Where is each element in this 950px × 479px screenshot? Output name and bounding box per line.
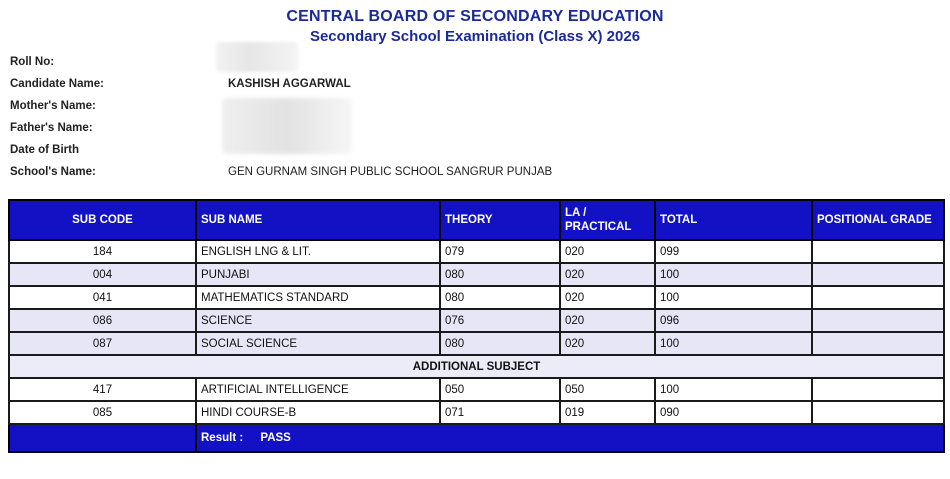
grade-cell [812,309,944,332]
result-row [9,424,944,452]
col-header-practical-line2: PRACTICAL [565,221,632,233]
grade-cell [812,286,944,309]
theory-cell: 079 [440,240,560,263]
grade-cell [812,240,944,263]
total-cell: 099 [655,240,812,263]
grade-cell [812,332,944,355]
theory-cell: 080 [440,332,560,355]
marks-table [8,199,945,453]
sub-name-cell: HINDI COURSE-B [196,401,440,424]
sub-name-cell: ARTIFICIAL INTELLIGENCE [196,378,440,401]
table-row [9,401,944,424]
table-row [9,332,944,355]
sub-code-cell: 085 [9,401,196,424]
candidate-name-label: Candidate Name: [10,78,104,90]
page-header [0,7,950,47]
table-row [9,263,944,286]
theory-cell: 050 [440,378,560,401]
col-header-sub-name: SUB NAME [196,200,440,240]
total-cell: 100 [655,378,812,401]
sub-code-cell: 086 [9,309,196,332]
sub-name-cell: ENGLISH LNG & LIT. [196,240,440,263]
sub-name-cell: SCIENCE [196,309,440,332]
dob-label: Date of Birth [10,144,79,156]
table-row [9,378,944,401]
result-cell [196,424,944,452]
total-cell: 100 [655,332,812,355]
sub-code-cell: 184 [9,240,196,263]
col-header-theory: THEORY [440,200,560,240]
col-header-sub-code: SUB CODE [9,200,196,240]
practical-cell: 020 [560,309,655,332]
sub-code-cell: 004 [9,263,196,286]
table-header-row [9,200,944,240]
sub-name-cell: SOCIAL SCIENCE [196,332,440,355]
practical-cell: 020 [560,332,655,355]
sub-name-cell: MATHEMATICS STANDARD [196,286,440,309]
total-cell: 100 [655,263,812,286]
sub-code-cell: 041 [9,286,196,309]
practical-cell: 020 [560,263,655,286]
total-cell: 096 [655,309,812,332]
roll-no-label: Roll No: [10,56,55,68]
theory-cell: 080 [440,286,560,309]
sub-code-cell: 087 [9,332,196,355]
table-row [9,240,944,263]
practical-cell: 020 [560,286,655,309]
school-label: School's Name: [10,166,96,178]
practical-cell: 019 [560,401,655,424]
mother-name-label: Mother's Name: [10,100,96,112]
table-row [9,309,944,332]
exam-title: Secondary School Examination (Class X) 2026 [309,28,641,45]
col-header-total: TOTAL [655,200,812,240]
board-title: CENTRAL BOARD OF SECONDARY EDUCATION [286,8,664,25]
result-value: PASS [260,432,291,444]
theory-cell: 080 [440,263,560,286]
grade-cell [812,378,944,401]
theory-cell: 071 [440,401,560,424]
practical-cell: 020 [560,240,655,263]
result-label: Result : [201,432,244,444]
col-header-practical [560,200,655,240]
sub-name-cell: PUNJABI [196,263,440,286]
sub-code-cell: 417 [9,378,196,401]
practical-cell: 050 [560,378,655,401]
grade-cell [812,263,944,286]
redacted-roll-no [216,42,298,72]
table-row [9,286,944,309]
additional-subject-row [9,355,944,378]
additional-subject-label: ADDITIONAL SUBJECT [9,355,944,378]
school-value: GEN GURNAM SINGH PUBLIC SCHOOL SANGRUR PUNJAB [228,166,553,178]
candidate-name-value: KASHISH AGGARWAL [228,78,351,90]
total-cell: 100 [655,286,812,309]
grade-cell [812,401,944,424]
father-name-label: Father's Name: [10,122,93,134]
theory-cell: 076 [440,309,560,332]
total-cell: 090 [655,401,812,424]
col-header-practical-line1: LA / [565,207,587,219]
col-header-grade: POSITIONAL GRADE [812,200,944,240]
result-spacer-cell [9,424,196,452]
redacted-personal-details [222,98,352,154]
